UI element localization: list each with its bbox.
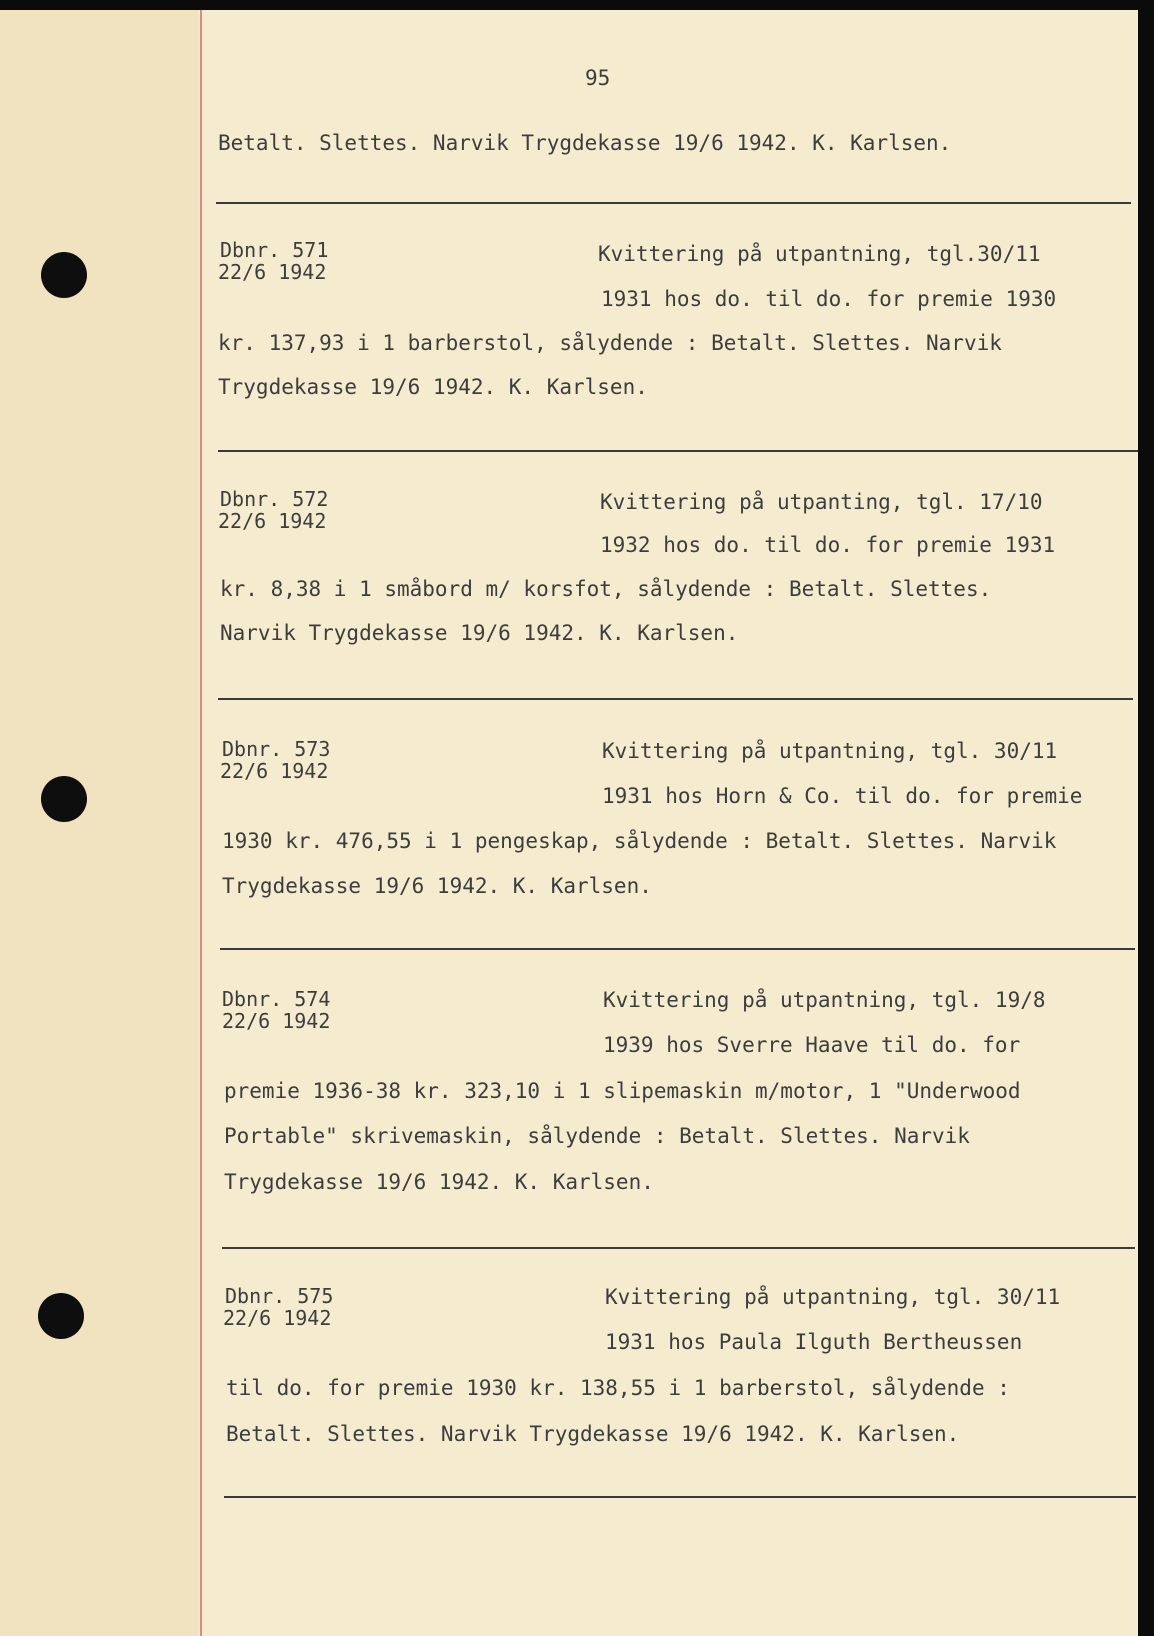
entry-line: Betalt. Slettes. Narvik Trygdekasse 19/6 1942. K. Karlsen. <box>226 1422 960 1446</box>
entry-line: 1930 kr. 476,55 i 1 pengeskap, sålydende : Betalt. Slettes. Narvik <box>222 829 1057 853</box>
entry-line: kr. 137,93 i 1 barberstol, sålydende : Betalt. Slettes. Narvik <box>218 331 1002 355</box>
rule-2 <box>218 698 1133 700</box>
page-number: 95 <box>585 66 611 90</box>
entry-dbnr: Dbnr. 574 <box>222 987 331 1011</box>
entry-line: Narvik Trygdekasse 19/6 1942. K. Karlsen. <box>220 621 739 645</box>
rule-3 <box>220 948 1135 950</box>
entry-line: Kvittering på utpanting, tgl. 17/10 <box>600 490 1043 514</box>
rule-5 <box>224 1496 1136 1498</box>
entry-dbnr: Dbnr. 572 <box>220 487 329 511</box>
punch-hole-1 <box>41 252 87 298</box>
entry-line: Trygdekasse 19/6 1942. K. Karlsen. <box>218 375 648 399</box>
entry-dbnr: Dbnr. 573 <box>222 737 331 761</box>
entry-line: Kvittering på utpantning, tgl.30/11 <box>598 242 1041 266</box>
entry-line: premie 1936-38 kr. 323,10 i 1 slipemaskin m/motor, 1 "Underwood <box>224 1079 1021 1103</box>
left-margin <box>0 10 198 1636</box>
rule-1 <box>218 450 1138 452</box>
entry-line: 1931 hos Paula Ilguth Bertheussen <box>605 1330 1023 1354</box>
entry-date: 22/6 1942 <box>223 1306 332 1330</box>
entry-date: 22/6 1942 <box>218 509 327 533</box>
entry-line: Kvittering på utpantning, tgl. 30/11 <box>602 739 1058 763</box>
entry-line: Portable" skrivemaskin, sålydende : Betalt. Slettes. Narvik <box>224 1124 970 1148</box>
entry-line: Trygdekasse 19/6 1942. K. Karlsen. <box>224 1170 654 1194</box>
entry-date: 22/6 1942 <box>222 1009 331 1033</box>
margin-rule <box>200 10 202 1636</box>
entry-line: kr. 8,38 i 1 småbord m/ korsfot, sålydende : Betalt. Slettes. <box>220 577 992 601</box>
punch-hole-3 <box>38 1293 84 1339</box>
entry-date: 22/6 1942 <box>218 260 327 284</box>
entry-line: til do. for premie 1930 kr. 138,55 i 1 barberstol, sålydende : <box>226 1376 1010 1400</box>
entry-dbnr: Dbnr. 575 <box>225 1284 334 1308</box>
punch-hole-2 <box>41 776 87 822</box>
document-page <box>0 10 1138 1636</box>
entry-line: Trygdekasse 19/6 1942. K. Karlsen. <box>222 874 652 898</box>
entry-dbnr: Dbnr. 571 <box>220 238 329 262</box>
rule-4 <box>222 1247 1135 1249</box>
rule-0 <box>216 202 1131 204</box>
entry-line: Kvittering på utpantning, tgl. 30/11 <box>605 1285 1061 1309</box>
header-line: Betalt. Slettes. Narvik Trygdekasse 19/6 1942. K. Karlsen. <box>218 131 952 155</box>
entry-line: 1939 hos Sverre Haave til do. for <box>603 1033 1021 1057</box>
entry-line: 1932 hos do. til do. for premie 1931 <box>600 533 1056 557</box>
entry-line: 1931 hos Horn & Co. til do. for premie <box>602 784 1083 808</box>
entry-date: 22/6 1942 <box>220 759 329 783</box>
entry-line: Kvittering på utpantning, tgl. 19/8 <box>603 988 1046 1012</box>
entry-line: 1931 hos do. til do. for premie 1930 <box>601 287 1057 311</box>
